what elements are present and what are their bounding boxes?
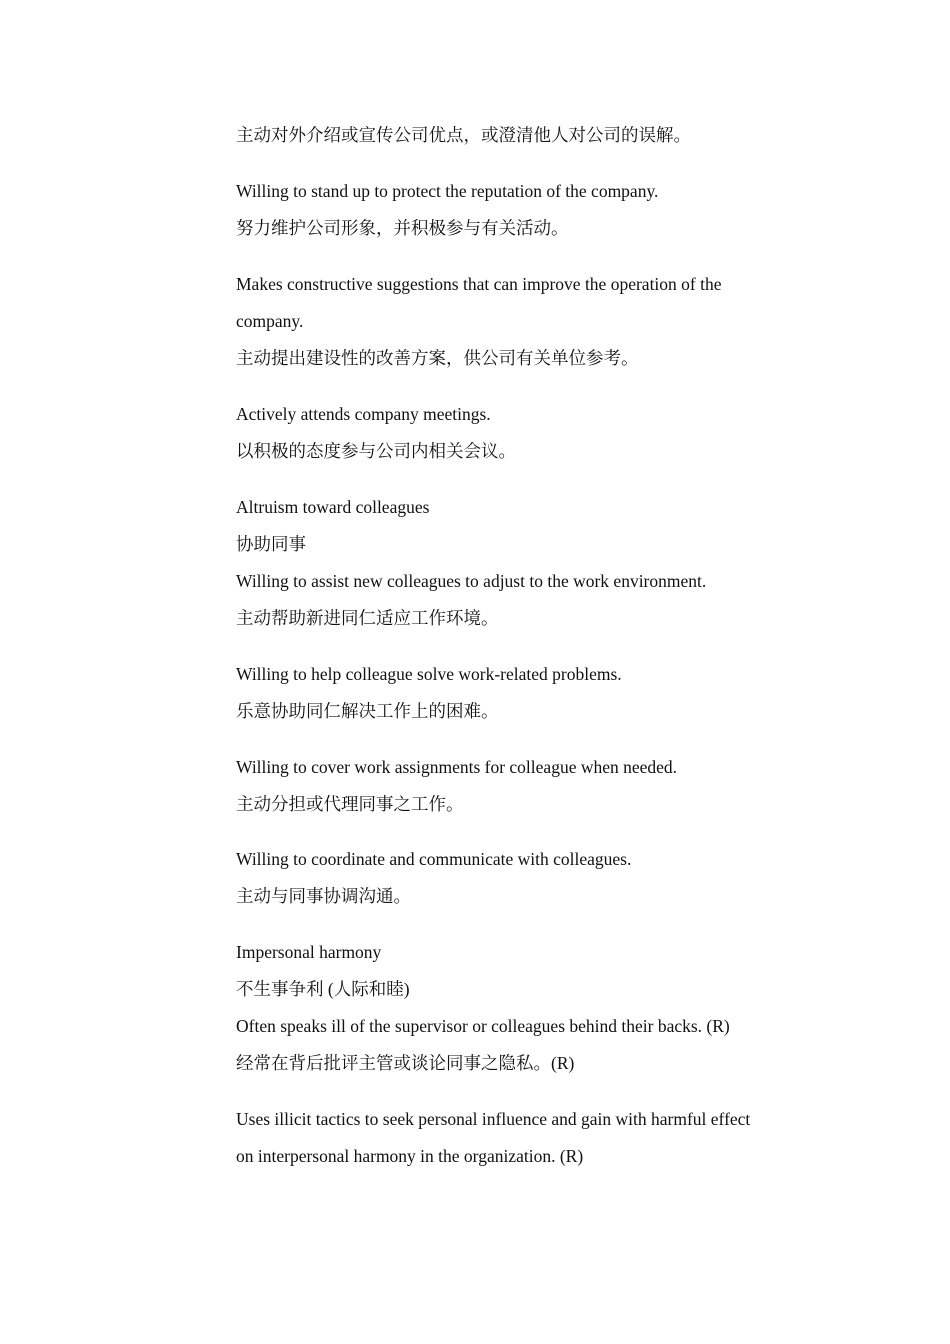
text-line: 努力维护公司形象，并积极参与有关活动。 [236,218,569,238]
text-line: company. [236,311,304,331]
text-line: 经常在背后批评主管或谈论同事之隐私。(R) [236,1053,575,1073]
text-line: 乐意协助同仁解决工作上的困难。 [236,701,499,721]
text-line: 主动帮助新进同仁适应工作环境。 [236,608,499,628]
text-line: Often speaks ill of the supervisor or colleagues behind their backs. (R) [236,1016,730,1036]
text-line: Willing to cover work assignments for colleague when needed. [236,757,678,777]
text-line: Uses illicit tactics to seek personal influence and gain with harmful effect [236,1109,751,1129]
text-line: Willing to coordinate and communicate with colleagues. [236,849,632,869]
text-line: Willing to help colleague solve work-related problems. [236,664,622,684]
text-line: 以积极的态度参与公司内相关会议。 [236,441,516,461]
text-line: Willing to stand up to protect the reputation of the company. [236,181,659,201]
text-line: 主动分担或代理同事之工作。 [236,794,464,814]
section-heading-zh: 协助同事 [236,534,306,554]
section-heading: Impersonal harmony [236,942,382,962]
text-line: 主动对外介绍或宣传公司优点，或澄清他人对公司的误解。 [236,125,691,145]
text-line: Willing to assist new colleagues to adjust to the work environment. [236,571,707,591]
text-line: on interpersonal harmony in the organization. (R) [236,1146,584,1166]
text-line: Actively attends company meetings. [236,404,491,424]
text-line: 主动与同事协调沟通。 [236,886,411,906]
section-heading-zh: 不生事争利 (人际和睦) [236,979,410,999]
section-heading: Altruism toward colleagues [236,497,430,517]
text-line: 主动提出建设性的改善方案，供公司有关单位参考。 [236,348,639,368]
text-line: Makes constructive suggestions that can improve the operation of the [236,274,722,294]
